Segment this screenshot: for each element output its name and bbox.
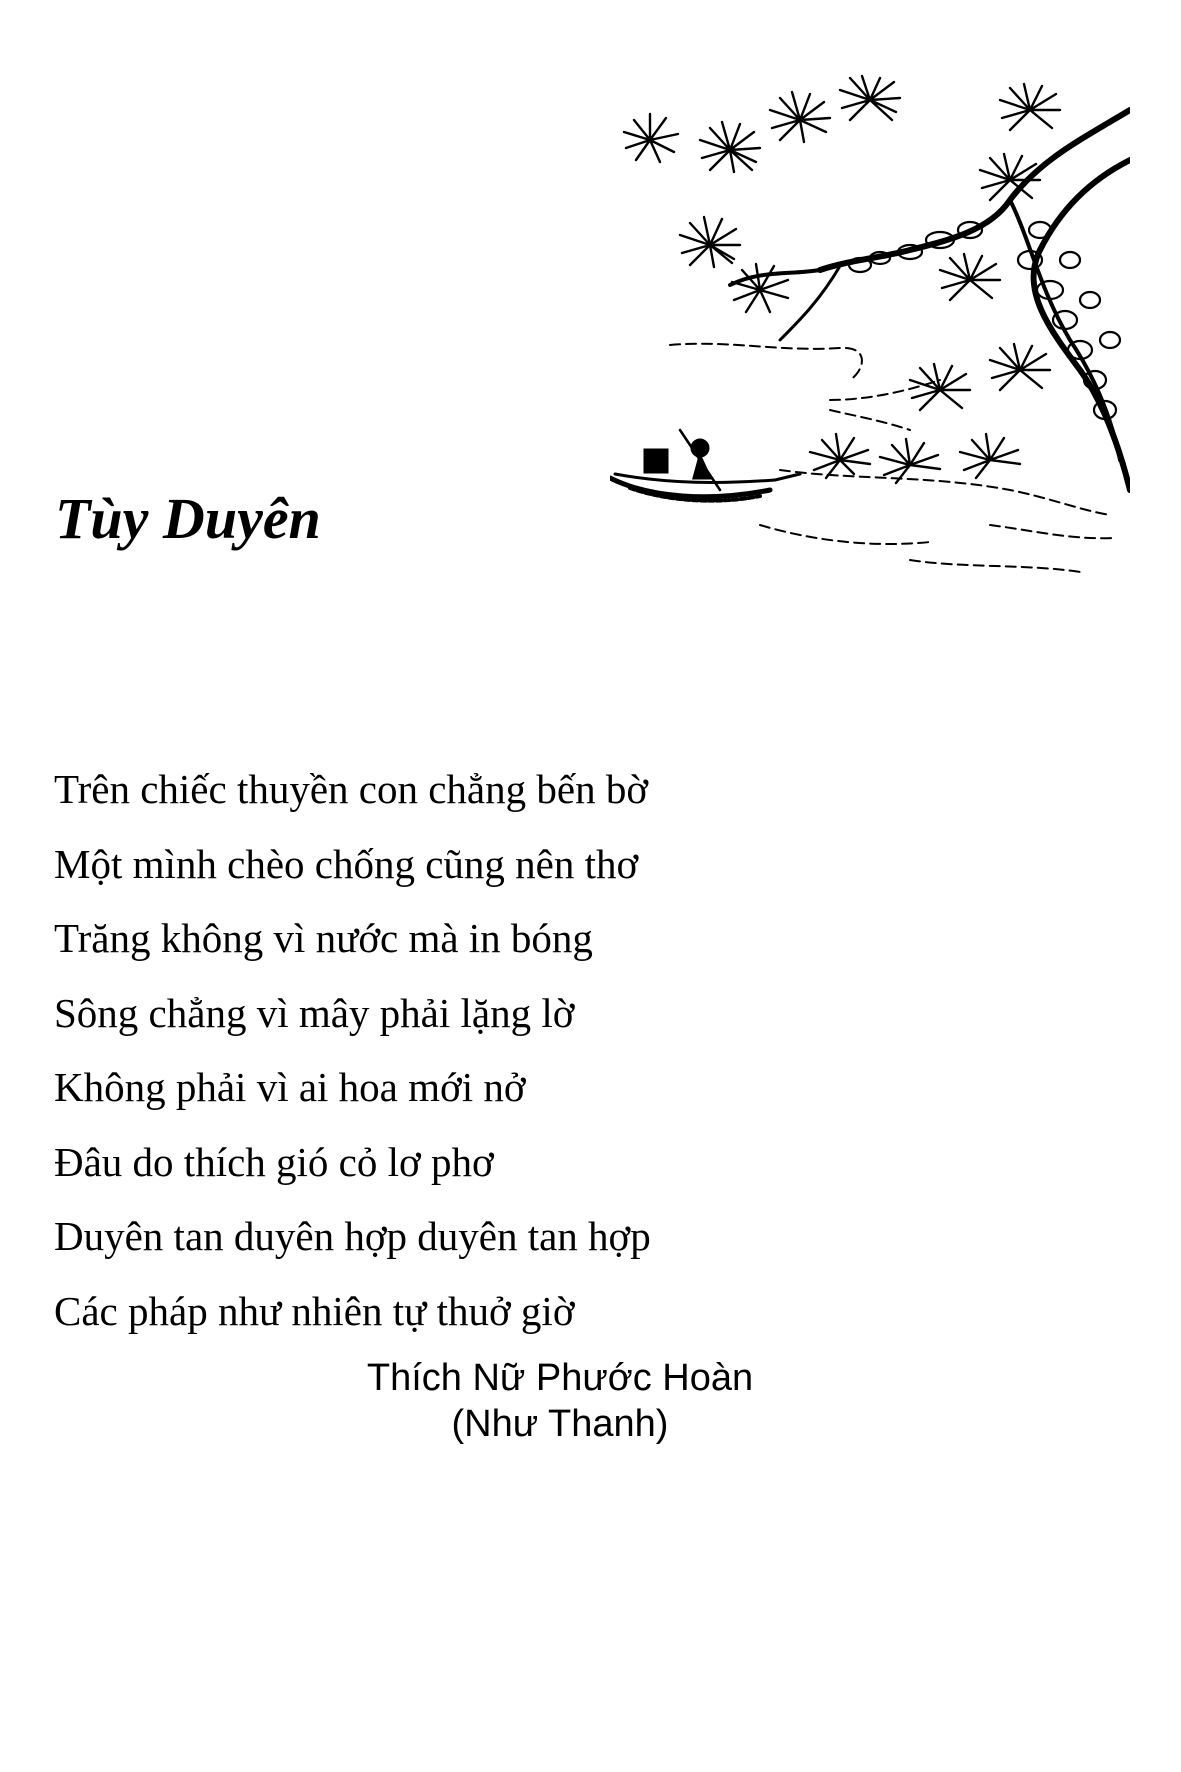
poem-line: Các pháp như nhiên tự thuở giờ	[54, 1287, 575, 1334]
author-pen-name: (Như Thanh)	[451, 1403, 669, 1445]
poem-line: Không phải vì ai hoa mới nở	[54, 1064, 526, 1110]
poem-line: Trăng không vì nước mà in bóng	[54, 915, 593, 961]
river-lines	[670, 344, 1115, 572]
poem-line: Đâu do thích gió cỏ lơ phơ	[54, 1138, 494, 1185]
poem-line: Một mình chèo chống cũng nên thơ	[54, 840, 639, 887]
poem-title: Tùy Duyên	[55, 486, 321, 551]
boat	[610, 430, 800, 501]
pine-needles	[624, 76, 1060, 483]
author-signature	[320, 1355, 800, 1447]
poem-body	[54, 752, 651, 1348]
poem-line: Trên chiếc thuyền con chẳng bến bờ	[54, 766, 648, 812]
author-name: Thích Nữ Phước Hoàn	[366, 1357, 754, 1399]
poem-line: Duyên tan duyên hợp duyên tan hợp	[54, 1213, 651, 1259]
pine-river-boat-illustration	[610, 70, 1130, 580]
poem-line: Sông chẳng vì mây phải lặng lờ	[54, 989, 575, 1036]
